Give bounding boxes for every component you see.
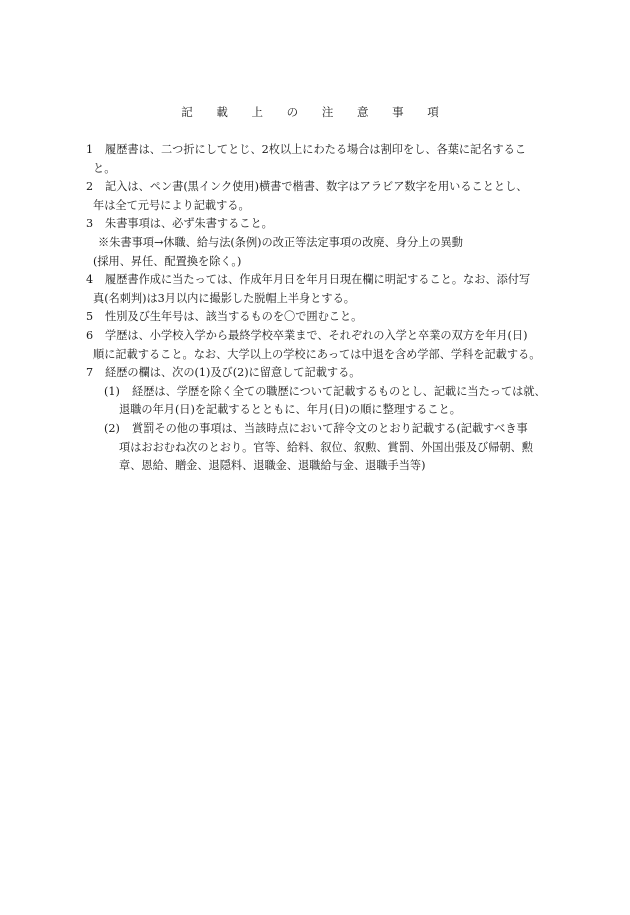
subitem-1-line-2: 退職の年月(日)を記載するとともに、年月(日)の順に整理すること。 [119,403,461,417]
item-4-line-2: 真(名刺判)は3月以内に撮影した脱帽上半身とする。 [93,291,355,305]
notes-body [86,141,556,476]
item-number: 7 [86,366,94,380]
item-number: 2 [86,180,94,194]
subitem-2-line-1: (2) 賞罰その他の事項は、当該時点において辞令文のとおり記載する(記載すべき事 [86,420,556,439]
item-number: 6 [86,328,94,342]
page-title: 記 載 上 の 注 意 事 項 [181,105,449,119]
item-1-line-2: と。 [93,161,116,175]
item-6-line-2: 順に記載すること。なお、大学以上の学校にあっては中退を含め学部、学科を記載する。 [93,347,541,361]
subitem-number: (1) [104,384,120,398]
item-7-line-1: 7 経歴の欄は、次の(1)及び(2)に留意して記載する。 [86,364,556,383]
subitem-2-line-2: 項はおおむね次のとおり。官等、給料、叙位、叙勲、賞罰、外国出張及び帰朝、勲 [119,440,533,454]
item-2-line-1: 2 記入は、ペン書(黒インク使用)横書で楷書、数字はアラビア数字を用いることとし、 [86,178,556,197]
item-4-line-1: 4 履歴書作成に当たっては、作成年月日を年月日現在欄に明記すること。なお、添付写 [86,271,556,290]
item-5-line-1: 5 性別及び生年号は、該当するものを〇で囲むこと。 [86,308,556,327]
item-number: 3 [86,217,94,231]
item-3-line-1: 3 朱書事項は、必ず朱書すること。 [86,215,556,234]
item-number: 1 [86,143,94,156]
item-2-line-2: 年は全て元号により記載する。 [93,198,250,212]
subitem-1-line-1: (1) 経歴は、学歴を除く全ての職歴について記載するものとし、記載に当たっては就、 [86,383,556,402]
item-3-note-1: ※朱書事項→休職、給与法(条例)の改正等法定事項の改廃、身分上の異動 [98,235,463,249]
item-3-note-2: (採用、昇任、配置換を除く。) [93,254,242,268]
subitem-2-line-3: 章、恩給、贈金、退隠料、退職金、退職給与金、退職手当等) [119,459,426,473]
item-1-line-1: 1 履歴書は、二つ折にしてとじ、2枚以上にわたる場合は割印をし、各葉に記名するこ [86,141,556,160]
subitem-number: (2) [104,421,120,435]
item-number: 4 [86,273,94,287]
item-number: 5 [86,310,94,324]
item-6-line-1: 6 学歴は、小学校入学から最終学校卒業まで、それぞれの入学と卒業の双方を年月(日) [86,327,556,346]
